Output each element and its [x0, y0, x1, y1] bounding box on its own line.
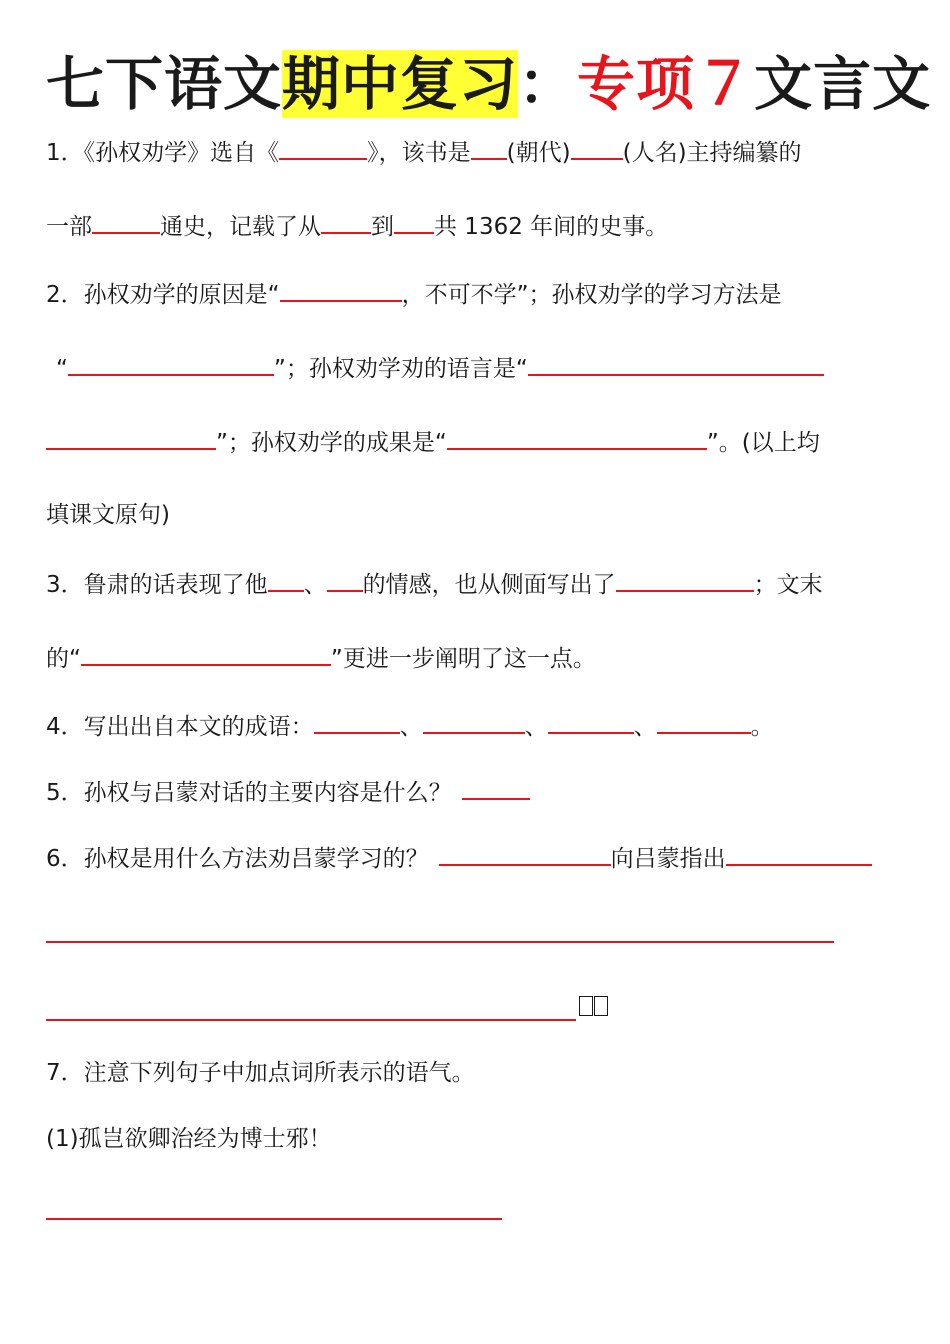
blank-person[interactable]	[571, 136, 623, 160]
q4-line: 4．写出出自本文的成语： 、 、 、 。	[46, 710, 774, 742]
q2-line1: 2．孙权劝学的原因是“ ，不可不学”；孙权劝学的学习方法是	[46, 278, 781, 310]
blank-book[interactable]	[279, 136, 367, 160]
blank-point-out-1[interactable]	[726, 842, 872, 866]
title-part3: 文言文	[754, 50, 932, 118]
blank-method-q6[interactable]	[439, 842, 611, 866]
blank-emotion-2[interactable]	[327, 568, 363, 592]
q2-line4: 填课文原句)	[46, 502, 170, 528]
blank-point-out-2[interactable]	[46, 941, 834, 943]
title-red: 专项７	[577, 50, 755, 118]
q2-line3: ”；孙权劝学的成果是“ ”。(以上均	[46, 426, 820, 458]
blank-to[interactable]	[394, 210, 434, 234]
blank-idiom-4[interactable]	[657, 710, 751, 734]
title-highlight: 期中复习	[282, 50, 519, 118]
q6-line1: 6．孙权是用什么方法劝吕蒙学习的？ 向吕蒙指出	[46, 842, 872, 874]
blank-dynasty[interactable]	[471, 136, 507, 160]
title-colon: ：	[518, 50, 578, 118]
blank-ending[interactable]	[81, 642, 331, 666]
q6-end	[578, 992, 608, 1024]
page-title	[46, 44, 931, 124]
title-part1: 七下语文	[46, 50, 283, 118]
q7-line: 7．注意下列句子中加点词所表示的语气。	[46, 1060, 475, 1086]
q1-line2: 一部 通史，记载了从 到 共 1362 年间的史事。	[46, 210, 668, 242]
blank-result[interactable]	[447, 426, 707, 450]
blank-from[interactable]	[321, 210, 371, 234]
blank-q7-answer-1[interactable]	[46, 1218, 502, 1220]
blank-type[interactable]	[92, 210, 160, 234]
q3-line2: 的“ ”更进一步阐明了这一点。	[46, 642, 596, 674]
blank-method[interactable]	[68, 352, 274, 376]
q7-sentence-1: (1)孤岂欲卿治经为博士邪！	[46, 1126, 332, 1152]
q1-line1: 1．《孙权劝学》选自《 》，该书是 (朝代) (人名)主持编纂的	[46, 136, 802, 168]
blank-dialogue[interactable]	[462, 776, 530, 800]
blank-reason[interactable]	[280, 278, 402, 302]
blank-language-1[interactable]	[528, 352, 824, 376]
blank-idiom-3[interactable]	[548, 710, 634, 734]
q2-line2: “ ”；孙权劝学劝的语言是“	[56, 352, 824, 384]
blank-emotion-1[interactable]	[268, 568, 304, 592]
blank-idiom-1[interactable]	[314, 710, 400, 734]
missing-glyph-icon	[578, 994, 608, 1024]
q3-line1: 3．鲁肃的话表现了他 、 的情感，也从侧面写出了 ；文末	[46, 568, 823, 600]
blank-point-out-3[interactable]	[46, 1019, 576, 1021]
blank-side[interactable]	[616, 568, 754, 592]
blank-language-2[interactable]	[46, 426, 216, 450]
blank-idiom-2[interactable]	[423, 710, 525, 734]
q5-line: 5．孙权与吕蒙对话的主要内容是什么？	[46, 776, 530, 808]
